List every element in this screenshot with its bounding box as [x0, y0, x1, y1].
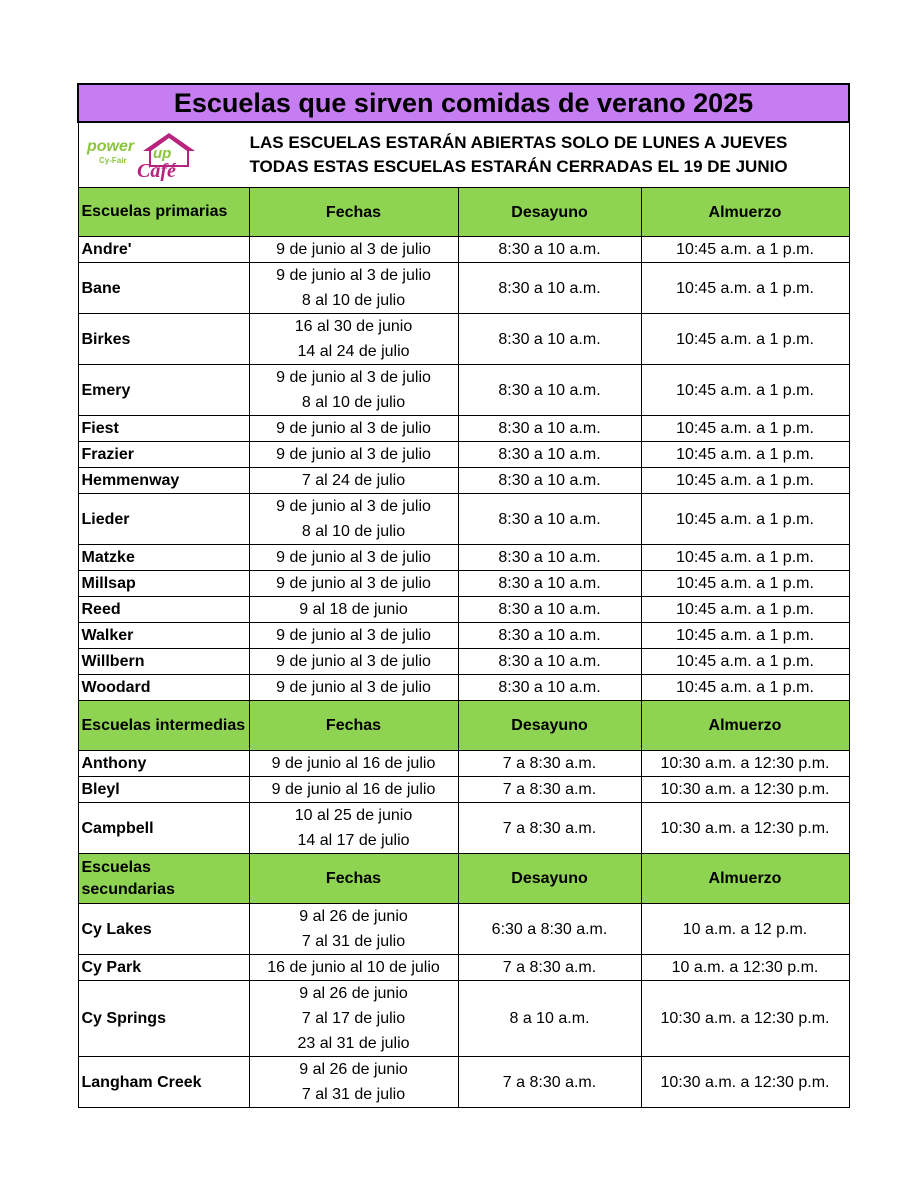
date-range: 9 de junio al 3 de julio [276, 679, 431, 696]
school-name: Bane [78, 263, 249, 314]
table-row [78, 442, 849, 468]
date-range: 9 al 18 de junio [299, 601, 408, 618]
table-row [78, 237, 849, 263]
date-range: 9 de junio al 16 de julio [271, 755, 436, 772]
breakfast-time: 8:30 a 10 a.m. [458, 416, 641, 442]
table-row [78, 263, 849, 314]
breakfast-time: 8 a 10 a.m. [458, 981, 641, 1057]
lunch-column-header: Almuerzo [641, 188, 849, 237]
date-range: 9 al 26 de junio [299, 908, 408, 925]
school-name: Anthony [78, 751, 249, 777]
lunch-time: 10 a.m. a 12 p.m. [641, 904, 849, 955]
breakfast-time: 8:30 a 10 a.m. [458, 365, 641, 416]
date-range: 8 al 10 de julio [301, 292, 406, 309]
date-range: 14 al 17 de julio [297, 832, 410, 849]
lunch-time: 10:45 a.m. a 1 p.m. [641, 494, 849, 545]
power-up-cafe-logo [85, 131, 195, 181]
school-name: Langham Creek [78, 1057, 249, 1108]
breakfast-time: 7 a 8:30 a.m. [458, 1057, 641, 1108]
date-range: 10 al 25 de junio [294, 807, 413, 824]
logo-cafe-text: Café [136, 160, 176, 181]
dates-cell [249, 904, 458, 955]
dates-cell [249, 263, 458, 314]
dates-cell [249, 494, 458, 545]
table-row [78, 649, 849, 675]
table-row [78, 416, 849, 442]
date-range: 16 de junio al 10 de julio [267, 959, 440, 976]
dates-column-header: Fechas [249, 854, 458, 904]
date-range: 8 al 10 de julio [301, 394, 406, 411]
date-range: 14 al 24 de julio [297, 343, 410, 360]
table-row [78, 751, 849, 777]
logo-up-text: up [152, 145, 171, 162]
dates-cell [249, 597, 458, 623]
logo-cyfair-text: Cy-Fair [98, 156, 127, 165]
date-range: 9 de junio al 3 de julio [276, 575, 431, 592]
table-row [78, 955, 849, 981]
lunch-column-header: Almuerzo [641, 701, 849, 751]
dates-cell [249, 623, 458, 649]
section-header-row [78, 701, 849, 751]
breakfast-time: 7 a 8:30 a.m. [458, 803, 641, 854]
table-row [78, 545, 849, 571]
lunch-column-header: Almuerzo [641, 854, 849, 904]
school-name: Birkes [78, 314, 249, 365]
dates-cell [249, 442, 458, 468]
notice-line-2: TODAS ESTAS ESCUELAS ESTARÁN CERRADAS EL 19 DE JUNIO [249, 157, 788, 176]
breakfast-time: 8:30 a 10 a.m. [458, 571, 641, 597]
section-title: Escuelas intermedias [78, 701, 249, 751]
lunch-time: 10:30 a.m. a 12:30 p.m. [641, 1057, 849, 1108]
school-name: Willbern [78, 649, 249, 675]
page-title: Escuelas que sirven comidas de verano 2025 [78, 84, 849, 122]
breakfast-time: 8:30 a 10 a.m. [458, 545, 641, 571]
lunch-time: 10:30 a.m. a 12:30 p.m. [641, 751, 849, 777]
dates-cell [249, 468, 458, 494]
notice-line-1: LAS ESCUELAS ESTARÁN ABIERTAS SOLO DE LUNES A JUEVES [249, 133, 788, 152]
school-name: Walker [78, 623, 249, 649]
dates-cell [249, 545, 458, 571]
table-row [78, 981, 849, 1057]
date-range: 16 al 30 de junio [294, 318, 413, 335]
lunch-time: 10:30 a.m. a 12:30 p.m. [641, 981, 849, 1057]
school-name: Millsap [78, 571, 249, 597]
lunch-time: 10:45 a.m. a 1 p.m. [641, 468, 849, 494]
school-name: Campbell [78, 803, 249, 854]
table-row [78, 314, 849, 365]
breakfast-time: 8:30 a 10 a.m. [458, 649, 641, 675]
schedule-table-body [78, 84, 849, 1108]
breakfast-time: 8:30 a 10 a.m. [458, 468, 641, 494]
dates-cell [249, 571, 458, 597]
section-title: Escuelas primarias [78, 188, 249, 237]
date-range: 9 de junio al 3 de julio [276, 549, 431, 566]
date-range: 7 al 31 de julio [301, 1086, 406, 1103]
lunch-time: 10:30 a.m. a 12:30 p.m. [641, 777, 849, 803]
lunch-time: 10:45 a.m. a 1 p.m. [641, 365, 849, 416]
lunch-time: 10:45 a.m. a 1 p.m. [641, 649, 849, 675]
school-name: Emery [78, 365, 249, 416]
date-range: 9 de junio al 3 de julio [276, 420, 431, 437]
date-range: 9 de junio al 16 de julio [271, 781, 436, 798]
title-row [78, 84, 849, 122]
table-row [78, 1057, 849, 1108]
lunch-time: 10:45 a.m. a 1 p.m. [641, 442, 849, 468]
dates-cell [249, 649, 458, 675]
dates-cell [249, 751, 458, 777]
date-range: 9 de junio al 3 de julio [276, 267, 431, 284]
date-range: 7 al 31 de julio [301, 933, 406, 950]
breakfast-time: 8:30 a 10 a.m. [458, 237, 641, 263]
dates-cell [249, 955, 458, 981]
table-row [78, 803, 849, 854]
table-row [78, 571, 849, 597]
date-range: 9 de junio al 3 de julio [276, 627, 431, 644]
lunch-time: 10:45 a.m. a 1 p.m. [641, 623, 849, 649]
lunch-time: 10 a.m. a 12:30 p.m. [641, 955, 849, 981]
breakfast-time: 8:30 a 10 a.m. [458, 623, 641, 649]
breakfast-time: 7 a 8:30 a.m. [458, 955, 641, 981]
table-row [78, 777, 849, 803]
school-name: Reed [78, 597, 249, 623]
dates-cell [249, 416, 458, 442]
breakfast-time: 6:30 a 8:30 a.m. [458, 904, 641, 955]
table-row [78, 365, 849, 416]
table-row [78, 468, 849, 494]
table-row [78, 904, 849, 955]
date-range: 9 de junio al 3 de julio [276, 241, 431, 258]
breakfast-time: 8:30 a 10 a.m. [458, 263, 641, 314]
breakfast-column-header: Desayuno [458, 701, 641, 751]
dates-cell [249, 675, 458, 701]
logo-power-text: power [86, 138, 134, 155]
date-range: 7 al 24 de julio [301, 472, 406, 489]
lunch-time: 10:45 a.m. a 1 p.m. [641, 571, 849, 597]
date-range: 9 de junio al 3 de julio [276, 653, 431, 670]
date-range: 9 de junio al 3 de julio [276, 446, 431, 463]
breakfast-time: 8:30 a 10 a.m. [458, 314, 641, 365]
dates-cell [249, 237, 458, 263]
school-name: Andre' [78, 237, 249, 263]
date-range: 9 al 26 de junio [299, 1061, 408, 1078]
table-row [78, 494, 849, 545]
date-range: 23 al 31 de julio [297, 1035, 410, 1052]
school-name: Cy Springs [78, 981, 249, 1057]
breakfast-time: 8:30 a 10 a.m. [458, 442, 641, 468]
notice-cell [78, 122, 849, 188]
breakfast-time: 7 a 8:30 a.m. [458, 751, 641, 777]
lunch-time: 10:45 a.m. a 1 p.m. [641, 416, 849, 442]
table-row [78, 623, 849, 649]
date-range: 7 al 17 de julio [301, 1010, 406, 1027]
dates-cell [249, 777, 458, 803]
breakfast-column-header: Desayuno [458, 854, 641, 904]
table-row [78, 597, 849, 623]
section-title: Escuelas secundarias [78, 854, 249, 904]
dates-cell [249, 365, 458, 416]
school-name: Frazier [78, 442, 249, 468]
dates-column-header: Fechas [249, 701, 458, 751]
breakfast-time: 8:30 a 10 a.m. [458, 675, 641, 701]
date-range: 9 de junio al 3 de julio [276, 498, 431, 515]
table-row [78, 675, 849, 701]
date-range: 9 de junio al 3 de julio [276, 369, 431, 386]
school-name: Cy Park [78, 955, 249, 981]
dates-cell [249, 1057, 458, 1108]
lunch-time: 10:45 a.m. a 1 p.m. [641, 597, 849, 623]
lunch-time: 10:45 a.m. a 1 p.m. [641, 263, 849, 314]
breakfast-time: 8:30 a 10 a.m. [458, 494, 641, 545]
section-header-row [78, 188, 849, 237]
lunch-time: 10:45 a.m. a 1 p.m. [641, 314, 849, 365]
lunch-time: 10:30 a.m. a 12:30 p.m. [641, 803, 849, 854]
breakfast-column-header: Desayuno [458, 188, 641, 237]
school-name: Cy Lakes [78, 904, 249, 955]
school-name: Woodard [78, 675, 249, 701]
breakfast-time: 8:30 a 10 a.m. [458, 597, 641, 623]
breakfast-time: 7 a 8:30 a.m. [458, 777, 641, 803]
meal-schedule-sheet [77, 83, 848, 1108]
school-name: Hemmenway [78, 468, 249, 494]
dates-cell [249, 981, 458, 1057]
lunch-time: 10:45 a.m. a 1 p.m. [641, 675, 849, 701]
dates-column-header: Fechas [249, 188, 458, 237]
school-name: Bleyl [78, 777, 249, 803]
date-range: 8 al 10 de julio [301, 523, 406, 540]
lunch-time: 10:45 a.m. a 1 p.m. [641, 545, 849, 571]
school-name: Lieder [78, 494, 249, 545]
notice-row [78, 122, 849, 188]
dates-cell [249, 314, 458, 365]
section-header-row [78, 854, 849, 904]
lunch-time: 10:45 a.m. a 1 p.m. [641, 237, 849, 263]
dates-cell [249, 803, 458, 854]
school-name: Fiest [78, 416, 249, 442]
school-name: Matzke [78, 545, 249, 571]
date-range: 9 al 26 de junio [299, 985, 408, 1002]
schedule-table [77, 83, 850, 1108]
